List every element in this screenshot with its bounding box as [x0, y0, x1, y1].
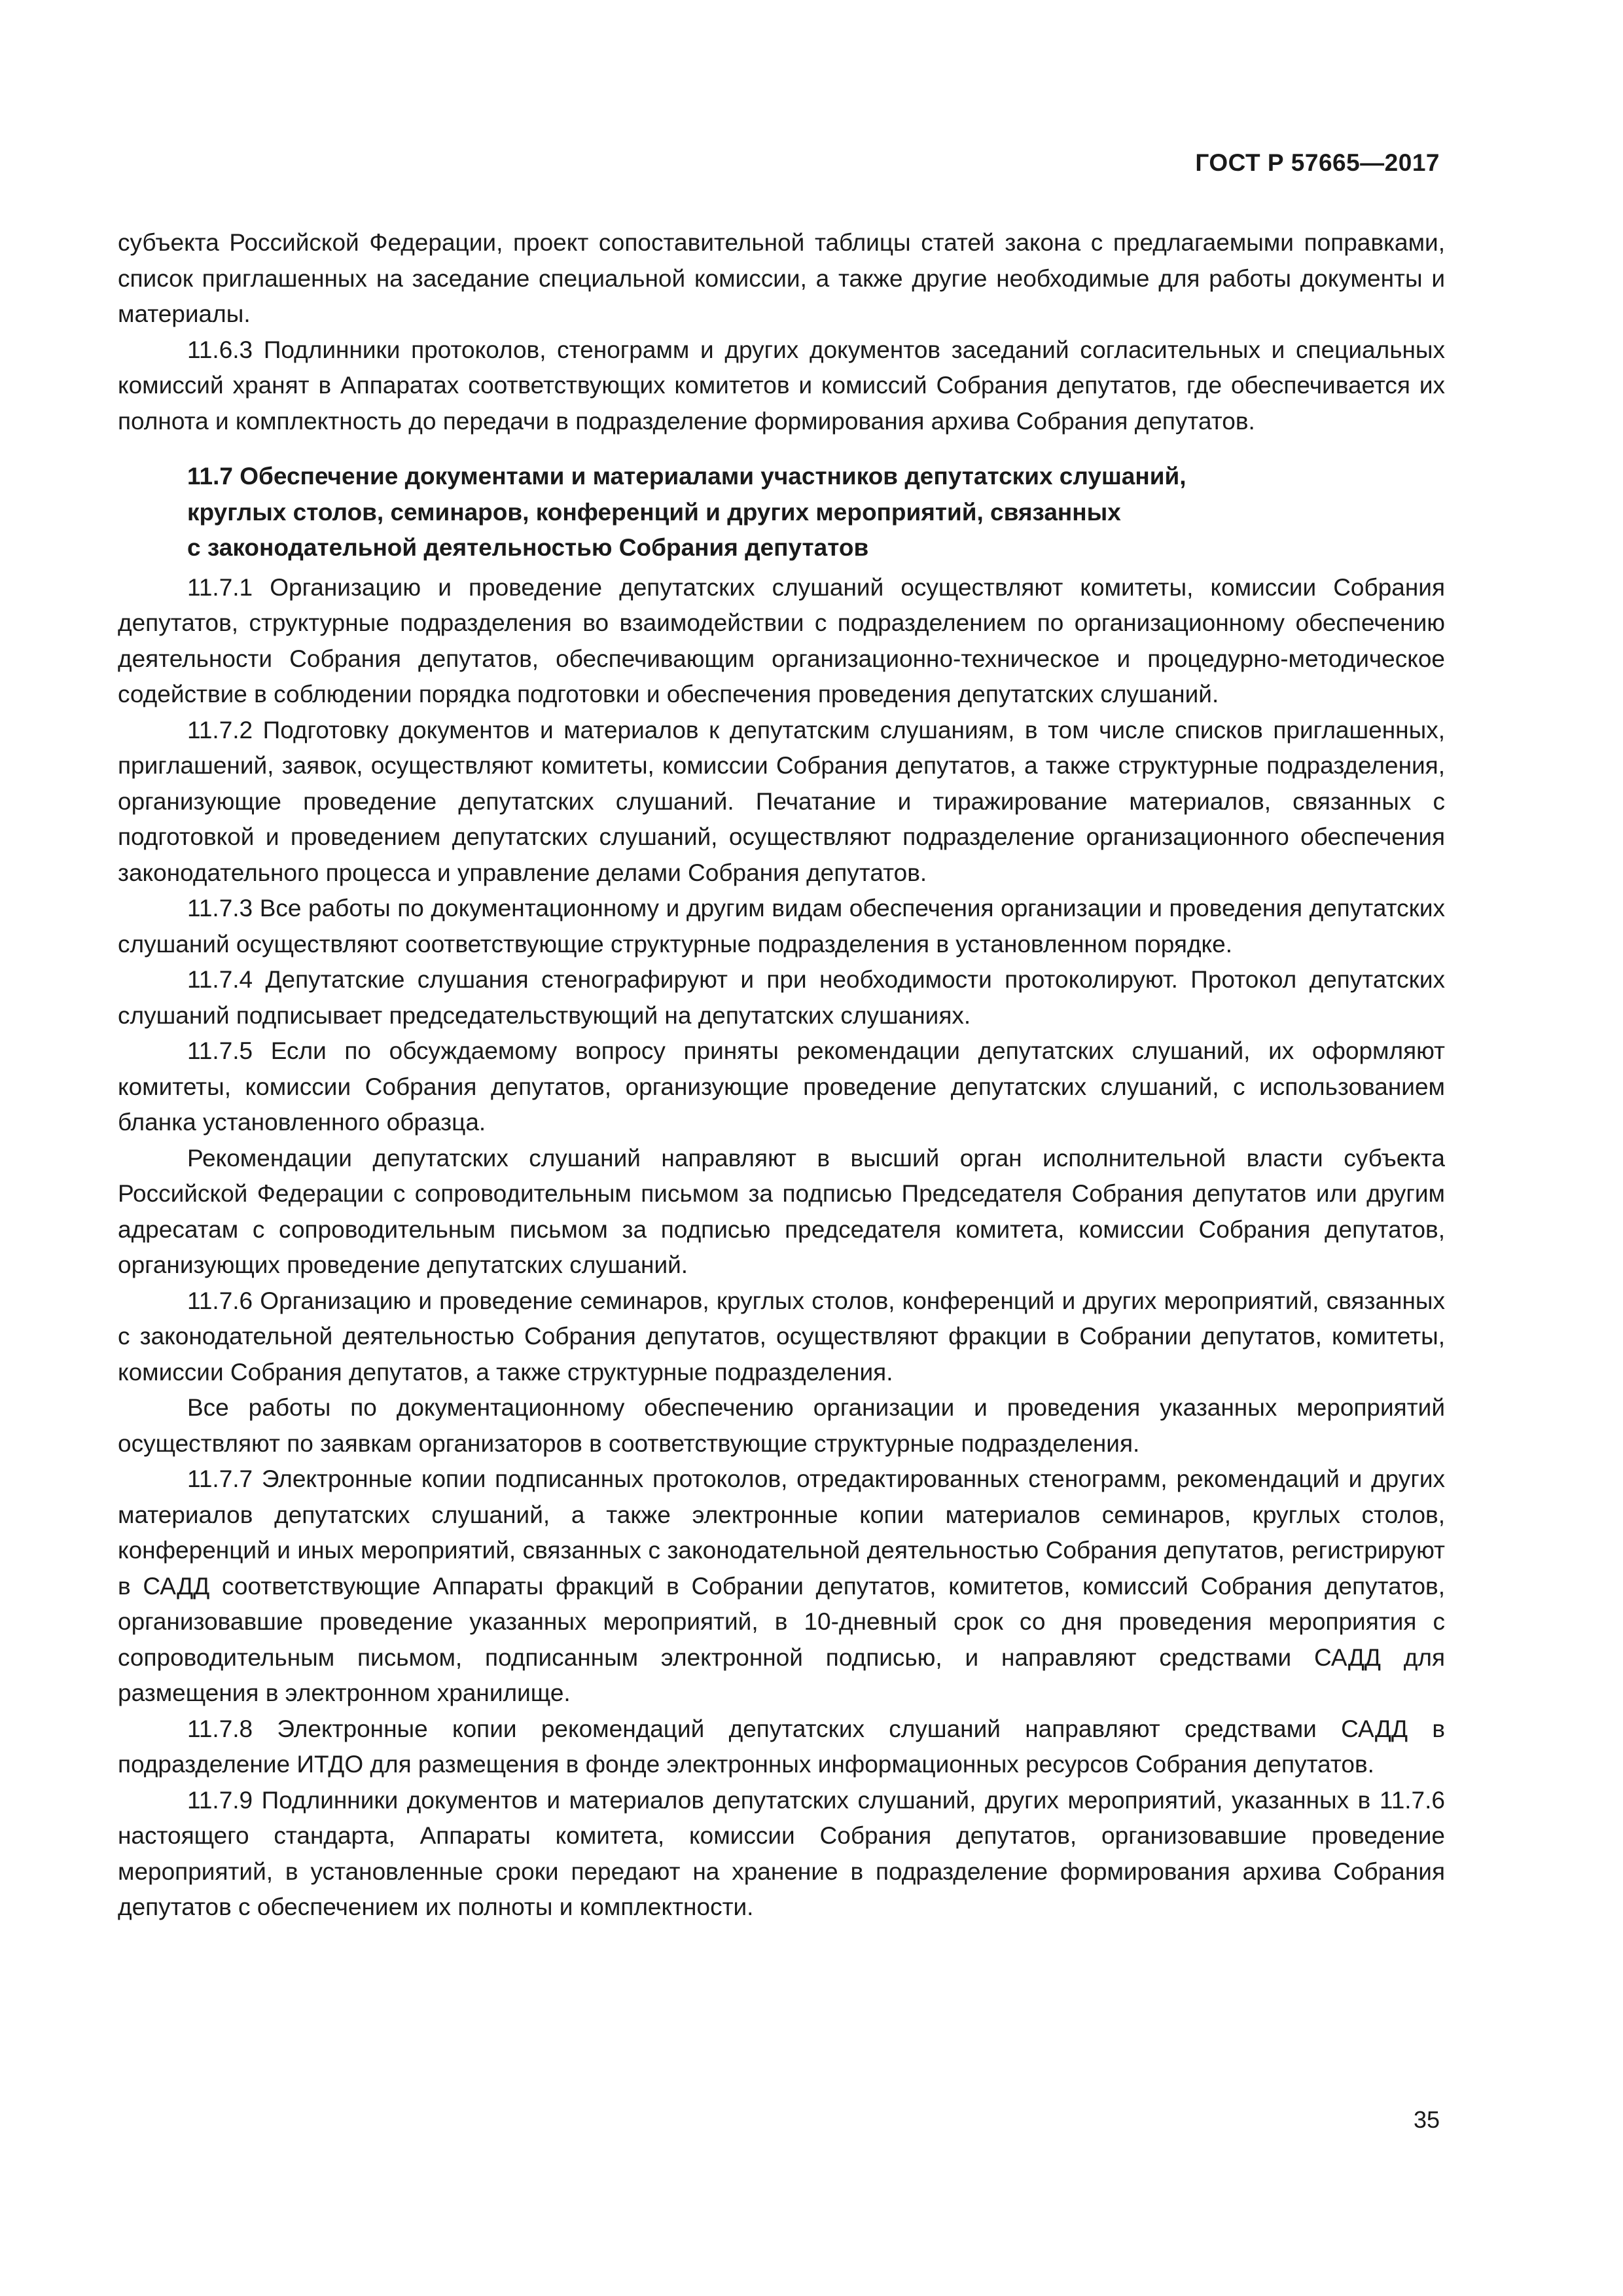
paragraph: 11.7.7 Электронные копии подписанных протоколов, отредактированных стенограмм, рекомендаций и других материалов депутатских слушаний, а также электронные копии материалов семинаров, круглых столов, конференций и иных мероприятий, связанных с законодательной деятельностью Собрания депутатов, регистрируют в САДД соответствующие Аппараты фракций в Собрании депутатов, комитетов, комиссий Собрания депутатов, организовавшие проведение указанных мероприятий, в 10-дневный срок со дня проведения мероприятия с сопроводительным письмом, подписанным электронной подписью, и направляют средствами САДД для размещения в электронном хранилище. [118, 1465, 1445, 1706]
section-heading-line: с законодательной деятельностью Собрания депутатов [187, 534, 869, 561]
paragraph: 11.7.6 Организацию и проведение семинаров, круглых столов, конференций и других мероприятий, связанных с законодательной деятельностью Собрания депутатов, осуществляют фракции в Собрании депутатов, комитеты, комиссии Собрания депутатов, а также структурные подразделения. [118, 1287, 1445, 1386]
document-code: ГОСТ Р 57665—2017 [1195, 149, 1440, 176]
paragraph: субъекта Российской Федерации, проект сопоставительной таблицы статей закона с предлагаемыми поправками, список приглашенных на заседание специальной комиссии, а также другие необходимые для работы документы и материалы. [118, 229, 1445, 327]
section-heading [187, 459, 1378, 566]
paragraph: 11.7.2 Подготовку документов и материалов к депутатским слушаниям, в том числе списков приглашенных, приглашений, заявок, осуществляют комитеты, комиссии Собрания депутатов, а также структурные подразделения, организующие проведение депутатских слушаний. Печатание и тиражирование материалов, связанных с подготовкой и проведением депутатских слушаний, осуществляют подразделение организационного обеспечения законодательного процесса и управление делами Собрания депутатов. [118, 716, 1445, 886]
paragraph: 11.7.4 Депутатские слушания стенографируют и при необходимости протоколируют. Протокол депутатских слушаний подписывает председательствующий на депутатских слушаниях. [118, 966, 1445, 1029]
document-body [118, 225, 1445, 1926]
paragraph: 11.7.9 Подлинники документов и материалов депутатских слушаний, других мероприятий, указанных в 11.7.6 настоящего стандарта, Аппараты комитета, комиссии Собрания депутатов, организовавшие проведение мероприятий, в установленные сроки передают на хранение в подразделение формирования архива Собрания депутатов с обеспечением их полноты и комплектности. [118, 1786, 1445, 1920]
paragraph: 11.7.1 Организацию и проведение депутатских слушаний осуществляют комитеты, комиссии Собрания депутатов, структурные подразделения во взаимодействии с подразделением по организационному обеспечению деятельности Собрания депутатов, обеспечивающим организационно-техническое и процедурно-методическое содействие в соблюдении порядка подготовки и обеспечения проведения депутатских слушаний. [118, 573, 1445, 708]
paragraph: 11.7.5 Если по обсуждаемому вопросу приняты рекомендации депутатских слушаний, их оформляют комитеты, комиссии Собрания депутатов, организующие проведение депутатских слушаний, с использованием бланка установленного образца. [118, 1037, 1445, 1136]
paragraph: Рекомендации депутатских слушаний направляют в высший орган исполнительной власти субъекта Российской Федерации с сопроводительным письмом за подписью Председателя Собрания депутатов или другим адресатам с сопроводительным письмом за подписью председателя комитета, комиссии Собрания депутатов, организующих проведение депутатских слушаний. [118, 1144, 1445, 1278]
section-heading-line: 11.7 Обеспечение документами и материалами участников депутатских слушаний, [187, 463, 1186, 490]
paragraph: 11.6.3 Подлинники протоколов, стенограмм и других документов заседаний согласительных и специальных комиссий хранят в Аппаратах соответствующих комитетов и комиссий Собрания депутатов, где обеспечивается их полнота и комплектность до передачи в подразделение формирования архива Собрания депутатов. [118, 336, 1445, 435]
paragraph: Все работы по документационному обеспечению организации и проведения указанных мероприятий осуществляют по заявкам организаторов в соответствующие структурные подразделения. [118, 1394, 1445, 1457]
paragraph: 11.7.3 Все работы по документационному и другим видам обеспечения организации и проведения депутатских слушаний осуществляют соответствующие структурные подразделения в установленном порядке. [118, 895, 1445, 958]
paragraph: 11.7.8 Электронные копии рекомендаций депутатских слушаний направляют средствами САДД в подразделение ИТДО для размещения в фонде электронных информационных ресурсов Собрания депутатов. [118, 1715, 1445, 1778]
page-number: 35 [1413, 2106, 1440, 2133]
section-heading-line: круглых столов, семинаров, конференций и других мероприятий, связанных [187, 498, 1121, 526]
